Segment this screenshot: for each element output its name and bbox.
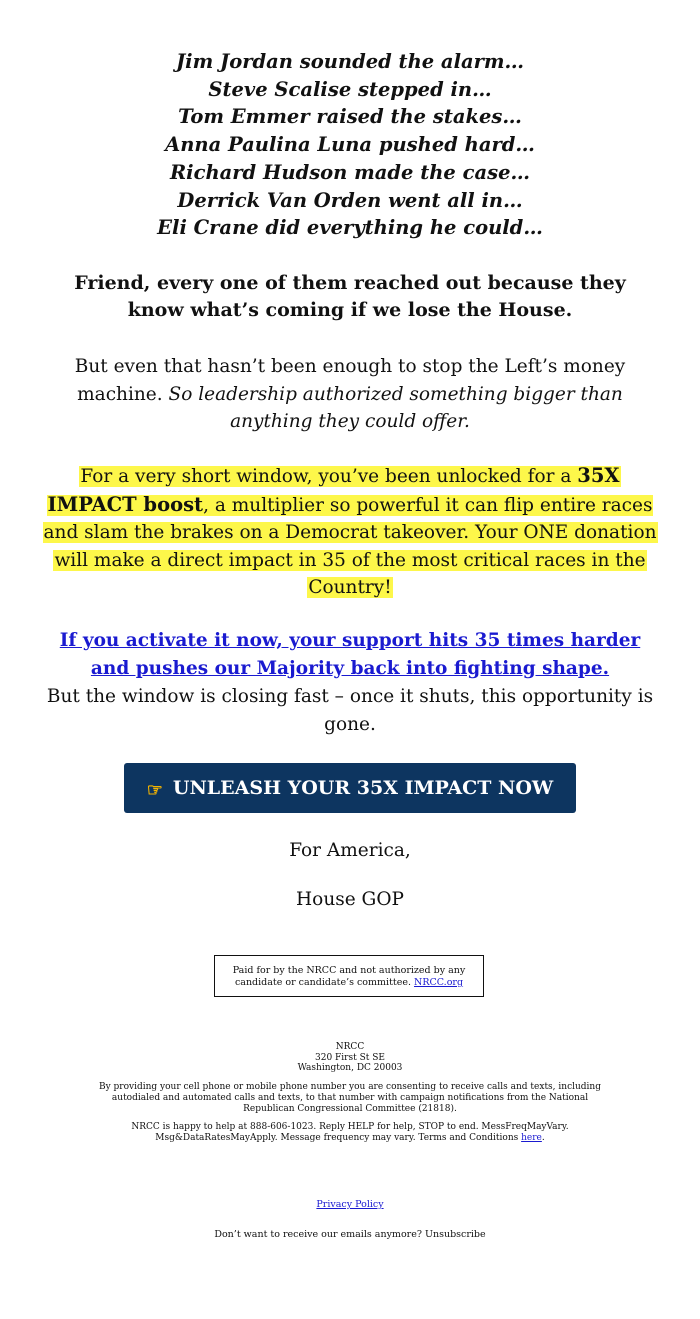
highlight-text-part2: , a multiplier so powerful it can flip entire races and slam the brakes on a Democrat takeover. Your ONE donation will make a direct impact in 35 of the most critical races in the Country!	[43, 494, 657, 598]
highlighted-text	[43, 466, 658, 598]
intro-line: Anna Paulina Luna pushed hard…	[165, 133, 535, 157]
impact-boost-text: 35X IMPACT boost	[47, 464, 620, 516]
closing-text: But the window is closing fast – once it shuts, this opportunity is gone.	[46, 686, 654, 735]
highlight-text-part1: For a very short window, you’ve been unlocked for a	[80, 466, 572, 487]
machine-text: But even that hasn’t been enough to stop the Left’s money machine.	[74, 356, 626, 405]
mailing-address	[0, 1042, 700, 1074]
paid-for-text: Paid for by the NRCC and not authorized by any candidate or candidate’s committee.	[232, 965, 466, 988]
pointing-hand-icon: ☞	[146, 779, 163, 801]
highlight-paragraph	[40, 462, 660, 602]
intro-line: Steve Scalise stepped in…	[208, 77, 492, 101]
address-street: 320 First St SE	[315, 1052, 385, 1063]
activate-paragraph	[40, 627, 660, 739]
intro-line: Derrick Van Orden went all in…	[177, 188, 523, 212]
intro-lines	[0, 48, 700, 242]
signoff-name: House GOP	[296, 889, 404, 910]
intro-line: Richard Hudson made the case…	[169, 160, 531, 184]
cta-label: UNLEASH YOUR 35X IMPACT NOW	[172, 777, 554, 799]
privacy-policy-link[interactable]: Privacy Policy	[316, 1199, 384, 1210]
intro-line: Tom Emmer raised the stakes…	[178, 105, 522, 129]
unsubscribe-link[interactable]: Unsubscribe	[424, 1229, 486, 1240]
friend-paragraph: Friend, every one of them reached out because they know what’s coming if we lose the House.	[74, 272, 626, 321]
help-body: NRCC is happy to help at 888-606-1023. Reply HELP for help, STOP to end. MessFreqMayVary. Msg&DataRatesMayApply. Message frequency may vary. Terms and Conditions	[131, 1122, 569, 1143]
machine-italic-text: So leadership authorized something bigger than anything they could offer.	[168, 383, 623, 432]
unleash-impact-button[interactable]	[124, 763, 576, 813]
unsubscribe-row	[0, 1229, 700, 1240]
nrcc-link[interactable]: NRCC.org	[414, 976, 464, 988]
paid-for-disclaimer	[214, 955, 484, 997]
signoff-line: For America,	[289, 840, 411, 861]
address-org: NRCC	[335, 1042, 365, 1052]
help-end: .	[541, 1132, 545, 1143]
activate-link[interactable]: If you activate it now, your support hits 35 times harder and pushes our Majority back into fighting shape.	[59, 630, 641, 679]
unsubscribe-text: Don’t want to receive our emails anymore?	[214, 1229, 422, 1240]
help-text	[95, 1122, 605, 1144]
intro-line: Jim Jordan sounded the alarm…	[175, 50, 525, 73]
sms-consent-text: By providing your cell phone or mobile phone number you are consenting to receive calls and texts, including autodialed and automated calls and texts, to that number with campaign notifications from the National Republican Congressional Committee (21818).	[98, 1082, 601, 1114]
address-city: Washington, DC 20003	[297, 1063, 403, 1073]
privacy-row	[0, 1199, 700, 1210]
terms-link[interactable]: here	[521, 1132, 542, 1143]
intro-line: Eli Crane did everything he could…	[157, 216, 543, 240]
machine-paragraph	[70, 353, 630, 436]
